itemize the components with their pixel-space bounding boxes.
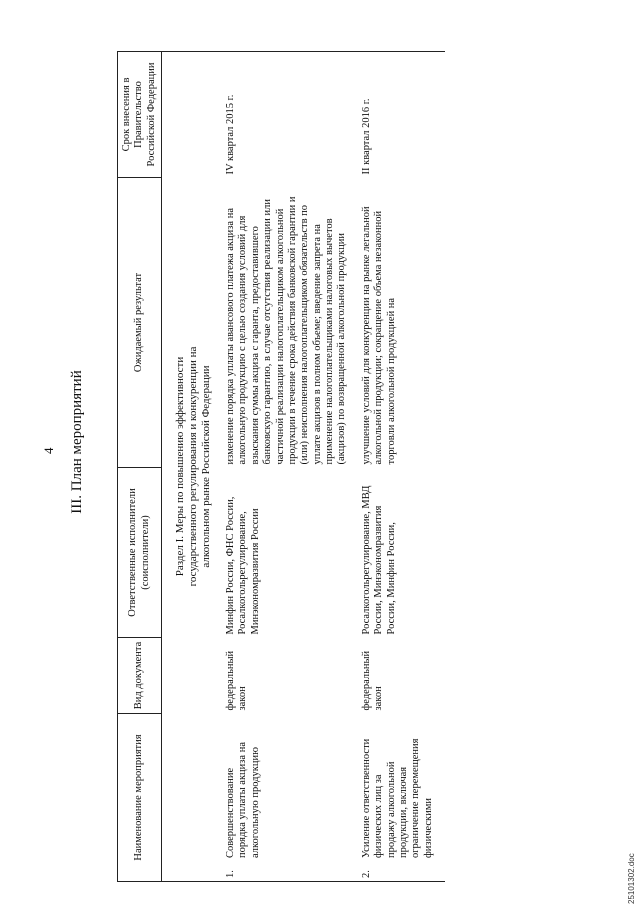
page-number: 4 xyxy=(41,447,56,454)
item-name-cell xyxy=(223,714,359,882)
column-header: Наименование мероприятия xyxy=(118,714,162,882)
column-header: Ожидаемый результат xyxy=(118,178,162,468)
item-name-cell xyxy=(359,714,445,882)
document-filename: 25101302.doc xyxy=(627,853,636,904)
column-header: Срок внесения в Правительство Российской Федерации xyxy=(118,52,162,178)
column-header: Ответственные исполнители (соисполнители) xyxy=(118,468,162,638)
result-cell: улучшение условий для конкуренции на рынке легальной алкогольной продукции; сокращение объема незаконной торговли алкогольной продукцией на xyxy=(360,206,397,465)
plan-table xyxy=(117,51,445,882)
section-heading xyxy=(162,52,223,882)
item-name: Совершенствование порядка уплаты акциза на алкогольную продукцию xyxy=(225,742,261,858)
doc-type-cell: федеральный закон xyxy=(225,650,249,711)
table-row xyxy=(223,52,359,882)
item-number: 1. xyxy=(225,870,237,878)
item-name: Усиление ответственности физических лиц за продажу алкогольной продукции, включая ограничение перемещения физическими xyxy=(360,738,434,858)
page-title: III. План мероприятий xyxy=(69,370,85,514)
section-row xyxy=(162,52,223,882)
executors-cell: Минфин России, ФНС России, Росалкогольрегулирование, Минэкономразвития России xyxy=(225,496,261,635)
executors-cell: Росалкогольрегулирование, МВД России, Минэкономразвития России, Минфин России, xyxy=(360,485,397,635)
section-text: Раздел I. Меры по повышению эффективности государственного регулирования и конкуренции на алкогольном рынке Российской Федерации xyxy=(174,346,213,587)
table-header-row xyxy=(118,52,162,882)
result-cell: изменение порядка уплаты авансового платежа акциза на алкогольную продукцию с целью создания условий для взыскания суммы акциза с гаранта, предоставившего банковскую гарантию, в случае отсутствия реализации или частичной реализации налогоплательщиком алкогольной продукции в течение срока действия банковской гарантии и (или) неисполнения налогоплательщиком обязательств по уплате акцизов в полном объеме; введение запрета на применение налогоплательщиками налоговых вычетов (акцизов) по возвращенной алкогольной продукции xyxy=(225,196,348,465)
doc-type-cell: федеральный закон xyxy=(360,650,385,711)
rotated-page xyxy=(35,2,636,904)
deadline-cell: II квартал 2016 г. xyxy=(359,52,445,178)
column-header: Вид документа xyxy=(118,638,162,714)
item-number: 2. xyxy=(360,870,372,878)
deadline-cell: IV квартал 2015 г. xyxy=(223,52,359,178)
table-row xyxy=(359,52,445,882)
